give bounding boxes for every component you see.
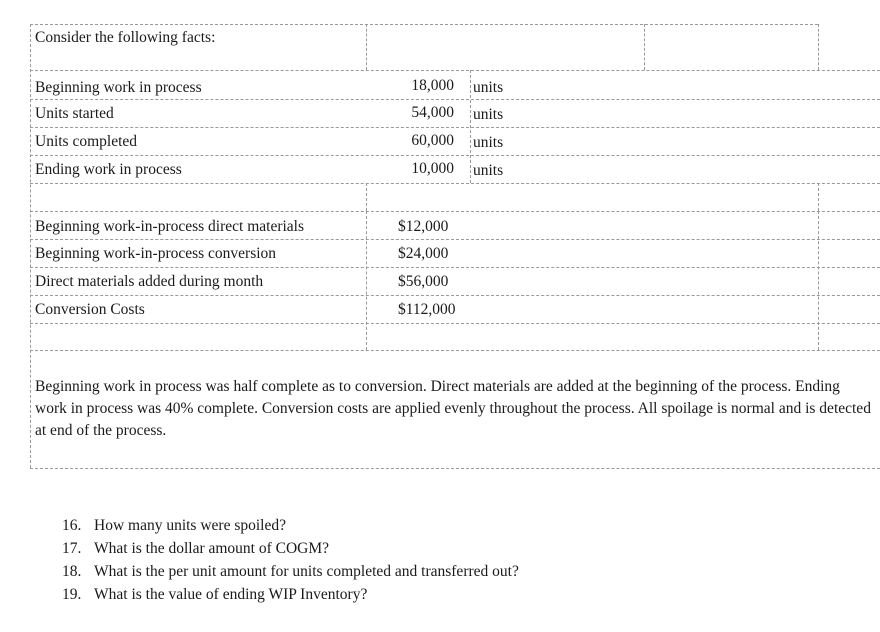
units-row-label: Ending work in process [35, 161, 182, 178]
question-number: 19. [62, 586, 82, 603]
list-item [62, 583, 519, 606]
question-text: What is the per unit amount for units completed and transferred out? [94, 563, 519, 580]
units-row-value: 18,000 [411, 77, 454, 94]
units-row-unit: units [473, 134, 504, 151]
question-number: 18. [62, 563, 82, 580]
cost-row-value: $24,000 [398, 245, 449, 262]
question-number: 17. [62, 540, 82, 557]
cost-row-value: $12,000 [398, 218, 449, 235]
cost-row-label: Beginning work-in-process direct materials [35, 218, 305, 235]
question-text: What is the dollar amount of COGM? [94, 540, 330, 557]
question-list [62, 514, 519, 606]
cost-row-label: Direct materials added during month [35, 273, 264, 290]
list-item [62, 560, 519, 583]
intro-heading: Consider the following facts: [35, 29, 216, 46]
units-row-value: 54,000 [411, 104, 454, 121]
units-row-value: 10,000 [411, 160, 454, 177]
units-row-label: Beginning work in process [35, 79, 202, 96]
question-text: How many units were spoiled? [94, 517, 286, 534]
question-text: What is the value of ending WIP Inventory? [94, 586, 368, 603]
cost-row-value: $56,000 [398, 273, 449, 290]
problem-description: Beginning work in process was half complete as to conversion. Direct materials are added at the beginning of the process. Ending work in process was 40% complete. Conversion costs are applied evenly throughout the process. All spoilage is normal and is detected at end of the process. [35, 378, 871, 439]
question-number: 16. [62, 517, 82, 534]
units-row-unit: units [473, 162, 504, 179]
cost-row-value: $112,000 [398, 301, 456, 318]
units-row-value: 60,000 [411, 132, 454, 149]
units-row-label: Units started [35, 105, 114, 122]
list-item [62, 514, 519, 537]
cost-row-label: Conversion Costs [35, 301, 145, 318]
units-row-unit: units [473, 79, 504, 96]
units-row-label: Units completed [35, 133, 138, 150]
list-item [62, 537, 519, 560]
units-row-unit: units [473, 106, 504, 123]
cost-row-label: Beginning work-in-process conversion [35, 245, 277, 262]
